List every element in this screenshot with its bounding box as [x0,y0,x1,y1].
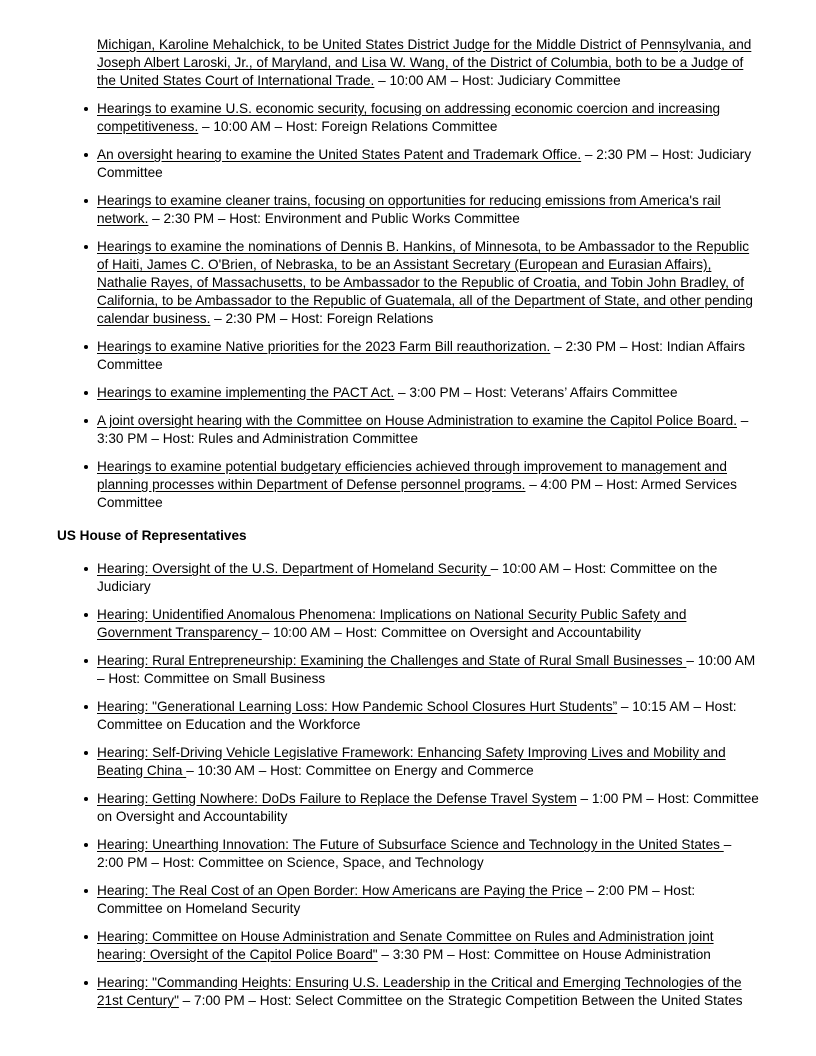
hearing-link[interactable]: Hearings to examine U.S. economic security, focusing on addressing economic coercion and increasing competitiveness. [97,101,721,134]
hearing-link[interactable]: A joint oversight hearing with the Committee on House Administration to examine the Capitol Police Board. [97,413,738,428]
hearing-details: – 2:00 PM – Host: Committee on Homeland Security [97,883,696,916]
list-item [97,652,761,688]
list-item [97,338,761,374]
hearing-details: – 10:30 AM – Host: Committee on Energy and Commerce [186,763,534,778]
list-item [97,790,761,826]
hearing-details: – 10:00 AM – Host: Committee on Oversight and Accountability [261,625,642,640]
hearing-details: – 3:30 PM – Host: Committee on House Administration [377,947,711,962]
list-item [97,606,761,642]
list-item [97,146,761,182]
hearing-details: – 7:00 PM – Host: Select Committee on the Strategic Competition Between the United States [178,993,743,1008]
hearing-link[interactable]: Hearing: Rural Entrepreneurship: Examining the Challenges and State of Rural Small Businesses [97,653,687,668]
hearing-link[interactable]: Michigan, Karoline Mehalchick, to be United States District Judge for the Middle District of Pennsylvania, and Joseph Albert Laroski, Jr., of Maryland, and Lisa W. Wang, of the District of Columbia, both to be a Judge of the United States Court of International Trade. [97,37,752,88]
hearing-link[interactable]: Hearing: Self-Driving Vehicle Legislative Framework: Enhancing Safety Improving Lives and Mobility and Beating China [97,745,726,778]
hearing-link[interactable]: Hearing: "Generational Learning Loss: How Pandemic School Closures Hurt Students” [97,699,618,714]
hearing-details: – 3:00 PM – Host: Veterans’ Affairs Committee [394,385,678,400]
senate-item-continued [97,36,761,90]
hearing-details: – 10:00 AM – Host: Foreign Relations Committee [198,119,498,134]
hearing-link[interactable]: Hearings to examine Native priorities for the 2023 Farm Bill reauthorization. [97,339,551,354]
hearing-details: – 10:00 AM – Host: Committee on Small Business [97,653,756,686]
hearing-link[interactable]: An oversight hearing to examine the United States Patent and Trademark Office. [97,147,582,162]
hearing-link[interactable]: Hearing: Unidentified Anomalous Phenomena: Implications on National Security Public Safety and Government Transparency [97,607,687,640]
hearing-link[interactable]: Hearing: Committee on House Administration and Senate Committee on Rules and Administration joint hearing: Oversight of the Capitol Police Board" [97,929,714,962]
hearing-link[interactable]: Hearing: "Commanding Heights: Ensuring U.S. Leadership in the Critical and Emerging Technologies of the 21st Century" [97,975,742,1008]
hearing-details: – 2:30 PM – Host: Indian Affairs Committee [97,339,746,372]
list-item [97,458,761,512]
list-item [97,928,761,964]
hearing-link[interactable]: Hearings to examine potential budgetary efficiencies achieved through improvement to management and planning processes within Department of Defense personnel programs. [97,459,727,492]
list-item [97,192,761,228]
senate-hearings-list [97,100,761,522]
hearing-link[interactable]: Hearing: Getting Nowhere: DoDs Failure to Replace the Defense Travel System [97,791,577,806]
section-heading-house: US House of Representatives [57,528,247,543]
hearing-details: – 3:30 PM – Host: Rules and Administration Committee [97,413,749,446]
hearing-details: – 2:30 PM – Host: Environment and Public Works Committee [148,211,520,226]
hearing-link[interactable]: Hearings to examine implementing the PACT Act. [97,385,395,400]
hearing-details: – 2:30 PM – Host: Judiciary Committee [97,147,752,180]
hearing-link[interactable]: Hearing: Unearthing Innovation: The Future of Subsurface Science and Technology in the United States [97,837,724,852]
hearing-details: – 2:30 PM – Host: Foreign Relations [210,311,434,326]
list-item [97,238,761,328]
list-item [97,560,761,596]
hearing-link[interactable]: Hearings to examine the nominations of Dennis B. Hankins, of Minnesota, to be Ambassador to the Republic of Haiti, James C. O'Brien, of Nebraska, to be an Assistant Secretary (European and Eurasian Affairs), Nathalie Rayes, of Massachusetts, to be Ambassador to the Republic of Croatia, and Tobin John Bradley, of California, to be Ambassador to the Republic of Guatemala, all of the Department of State, and other pending calendar business. [97,239,753,326]
hearing-details: – 2:00 PM – Host: Committee on Science, Space, and Technology [97,837,732,870]
list-item [97,384,761,402]
hearing-link[interactable]: Hearing: The Real Cost of an Open Border: How Americans are Paying the Price [97,883,583,898]
list-item [97,882,761,918]
list-item [97,698,761,734]
hearing-link[interactable]: Hearing: Oversight of the U.S. Department of Homeland Security [97,561,491,576]
hearing-details: – 1:00 PM – Host: Committee on Oversight and Accountability [97,791,759,824]
list-item [97,744,761,780]
list-item [97,836,761,872]
list-item [97,100,761,136]
hearing-details: – 10:00 AM – Host: Judiciary Committee [374,73,621,88]
hearing-details: – 4:00 PM – Host: Armed Services Committee [97,477,737,510]
list-item [97,412,761,448]
hearing-details: – 10:15 AM – Host: Committee on Education and the Workforce [97,699,737,732]
list-item [97,974,761,1010]
house-hearings-list [97,560,761,1020]
hearing-details: – 10:00 AM – Host: Committee on the Judiciary [97,561,718,594]
hearing-link[interactable]: Hearings to examine cleaner trains, focusing on opportunities for reducing emissions from America's rail network. [97,193,721,226]
